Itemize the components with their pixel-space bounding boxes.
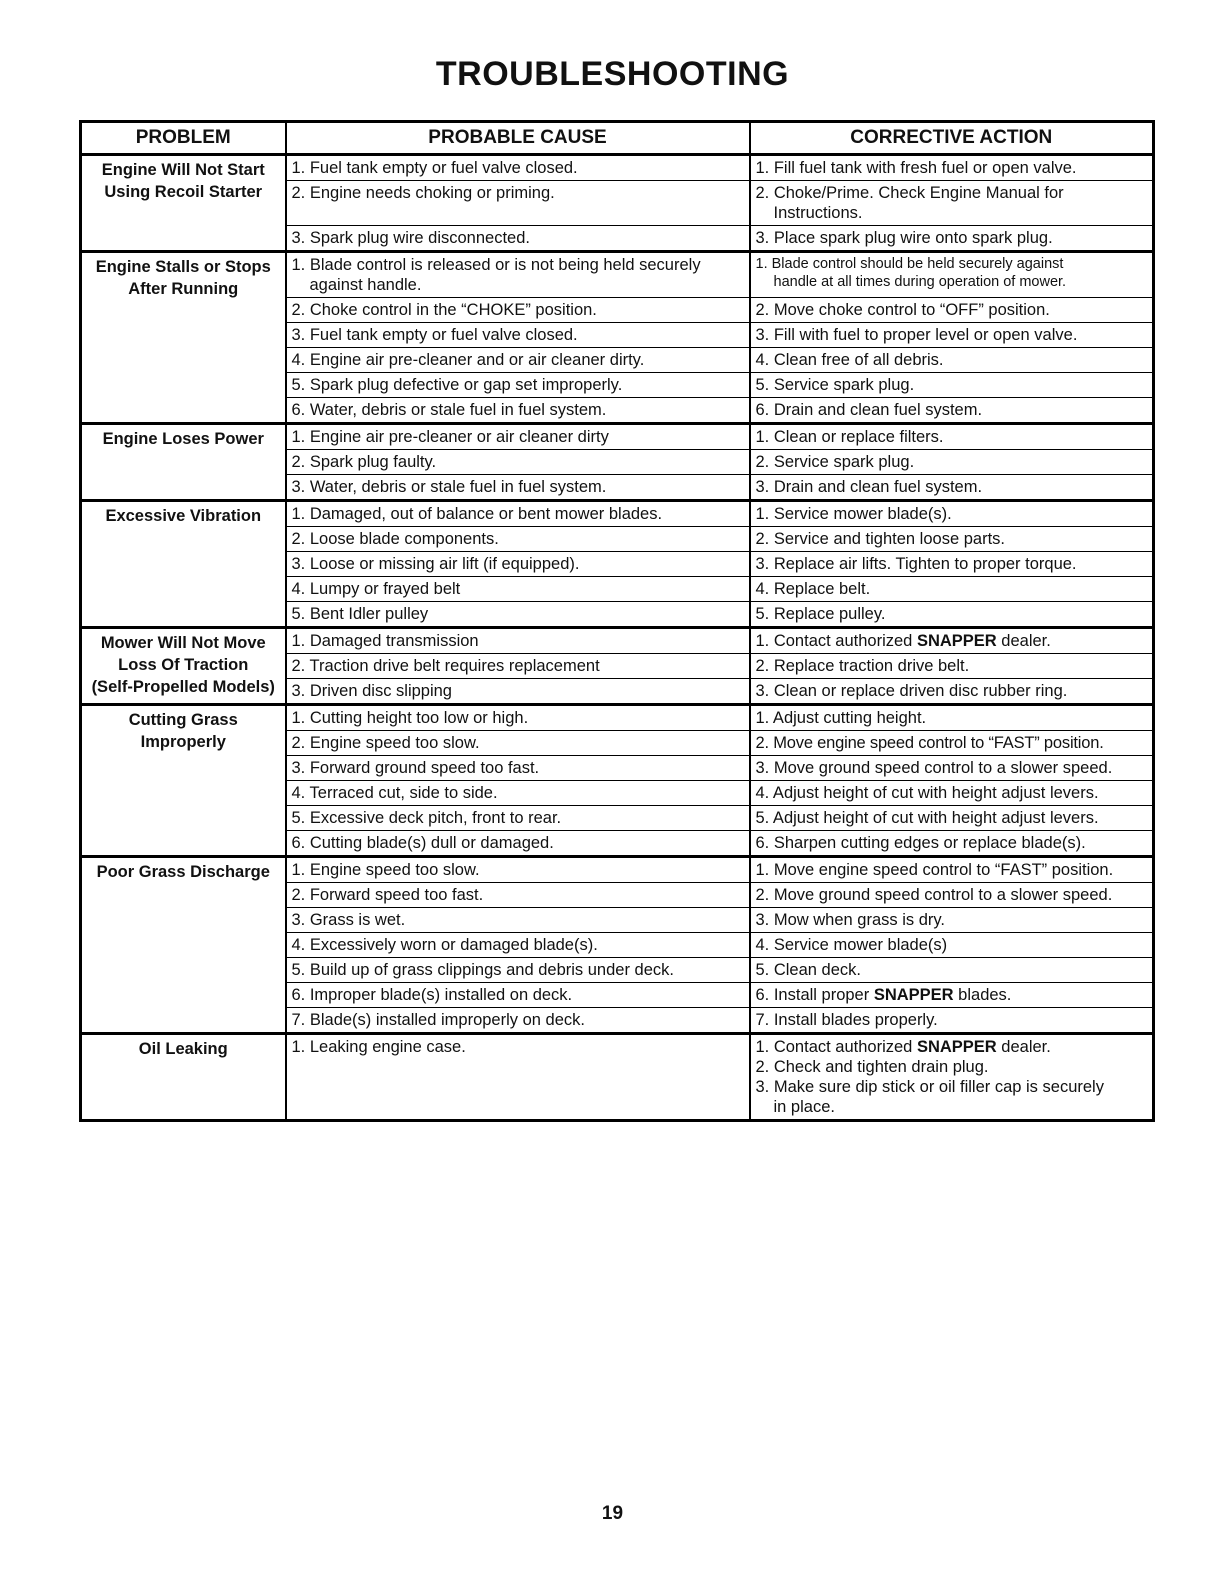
cause-cell — [286, 933, 750, 958]
problem-line: Loss Of Traction — [118, 656, 249, 674]
action-cell — [750, 181, 1154, 226]
action-cell — [750, 552, 1154, 577]
cause-cell — [286, 475, 750, 501]
cause-cell — [286, 756, 750, 781]
cause-text: 4. Excessively worn or damaged blade(s). — [291, 936, 598, 954]
action-cell — [750, 323, 1154, 348]
cause-cell — [286, 781, 750, 806]
cause-text: 1. Leaking engine case. — [291, 1038, 466, 1056]
action-text: 3. Make sure dip stick or oil filler cap is securely — [755, 1078, 1104, 1096]
action-line — [756, 1057, 1149, 1077]
problem-group — [81, 252, 1154, 424]
table-header — [81, 122, 1154, 155]
action-line — [756, 1077, 1149, 1117]
cause-cell — [286, 628, 750, 654]
action-cell — [750, 252, 1154, 298]
action-text: 5. Clean deck. — [755, 961, 861, 979]
problem-group — [81, 857, 1154, 1034]
action-text: 1. Service mower blade(s). — [755, 505, 952, 523]
action-text: 3. Mow when grass is dry. — [755, 911, 946, 929]
cause-text: 2. Traction drive belt requires replacement — [291, 657, 600, 675]
action-text-tail: dealer. — [996, 1038, 1051, 1056]
cause-text: 5. Excessive deck pitch, front to rear. — [291, 809, 562, 827]
action-cell — [750, 679, 1154, 705]
problem-cell — [81, 857, 286, 1034]
cause-text: 2. Forward speed too fast. — [291, 886, 484, 904]
cause-text: 1. Engine air pre-cleaner or air cleaner dirty — [291, 428, 609, 446]
action-text: 2. Move choke control to “OFF” position. — [755, 301, 1050, 319]
cause-cell — [286, 831, 750, 857]
cause-text: 3. Forward ground speed too fast. — [291, 759, 540, 777]
action-line — [756, 1037, 1149, 1057]
table-row — [81, 1034, 1154, 1121]
cause-cell — [286, 679, 750, 705]
action-text-tail: dealer. — [996, 632, 1051, 650]
action-text: 7. Install blades properly. — [755, 1011, 938, 1029]
cause-cell — [286, 705, 750, 731]
cause-cell — [286, 654, 750, 679]
action-text: 3. Clean or replace driven disc rubber ring. — [755, 682, 1068, 700]
problem-cell — [81, 424, 286, 501]
action-cell — [750, 983, 1154, 1008]
action-text: 2. Service and tighten loose parts. — [755, 530, 1005, 548]
action-cell — [750, 857, 1154, 883]
cause-cell — [286, 398, 750, 424]
action-text: 3. Replace air lifts. Tighten to proper torque. — [755, 555, 1077, 573]
action-cell — [750, 602, 1154, 628]
action-text: 6. Sharpen cutting edges or replace blade(s). — [755, 834, 1086, 852]
cause-cell — [286, 908, 750, 933]
action-text: 3. Move ground speed control to a slower speed. — [755, 759, 1113, 777]
problem-line: After Running — [128, 280, 239, 298]
action-cell — [750, 527, 1154, 552]
action-text: 5. Adjust height of cut with height adjust levers. — [755, 809, 1099, 827]
action-text: 2. Move engine speed control to “FAST” position. — [755, 734, 1104, 752]
action-cell — [750, 933, 1154, 958]
cause-cell — [286, 731, 750, 756]
action-text: 4. Adjust height of cut with height adjust levers. — [755, 784, 1099, 802]
cause-text: 2. Engine needs choking or priming. — [291, 184, 555, 202]
cause-cell — [286, 527, 750, 552]
action-text: 1. Clean or replace filters. — [755, 428, 944, 446]
action-text: 3. Place spark plug wire onto spark plug. — [755, 229, 1053, 247]
action-text: 2. Choke/Prime. Check Engine Manual for — [755, 184, 1064, 202]
action-continuation: in place. — [773, 1098, 835, 1116]
action-text: 6. Install proper — [755, 986, 874, 1004]
problem-group — [81, 155, 1154, 252]
problem-cell — [81, 155, 286, 252]
cause-cell — [286, 1034, 750, 1121]
action-text: 4. Replace belt. — [755, 580, 871, 598]
cause-text: 6. Improper blade(s) installed on deck. — [291, 986, 573, 1004]
action-text: 3. Drain and clean fuel system. — [755, 478, 983, 496]
table-row — [81, 705, 1154, 731]
cause-text: 1. Engine speed too slow. — [291, 861, 480, 879]
action-cell — [750, 628, 1154, 654]
action-text: 2. Service spark plug. — [755, 453, 915, 471]
cause-text: 3. Water, debris or stale fuel in fuel system. — [291, 478, 607, 496]
action-cell — [750, 806, 1154, 831]
action-text-tail: blades. — [953, 986, 1012, 1004]
action-cell — [750, 831, 1154, 857]
cause-text: 3. Grass is wet. — [291, 911, 406, 929]
table-row — [81, 501, 1154, 527]
header-corrective-action: CORRECTIVE ACTION — [750, 122, 1154, 155]
action-cell — [750, 731, 1154, 756]
problem-line: Engine Loses Power — [102, 430, 264, 448]
action-continuation: handle at all times during operation of mower. — [773, 274, 1067, 290]
cause-text: 4. Engine air pre-cleaner and or air cleaner dirty. — [291, 351, 645, 369]
cause-text: 3. Fuel tank empty or fuel valve closed. — [291, 326, 578, 344]
header-problem: PROBLEM — [81, 122, 286, 155]
problem-line: Using Recoil Starter — [104, 183, 263, 201]
problem-line: Improperly — [140, 733, 226, 751]
page-title: TROUBLESHOOTING — [435, 55, 790, 93]
problem-line: (Self-Propelled Models) — [91, 678, 275, 696]
cause-text: 2. Engine speed too slow. — [291, 734, 480, 752]
table-row — [81, 252, 1154, 298]
action-text: 1. Contact authorized — [755, 632, 917, 650]
action-cell — [750, 475, 1154, 501]
action-text: 1. Adjust cutting height. — [755, 709, 927, 727]
action-text: 6. Drain and clean fuel system. — [755, 401, 983, 419]
action-cell — [750, 654, 1154, 679]
action-cell — [750, 756, 1154, 781]
cause-cell — [286, 1008, 750, 1034]
cause-cell — [286, 577, 750, 602]
problem-line: Engine Will Not Start — [101, 161, 265, 179]
action-text: 5. Replace pulley. — [755, 605, 886, 623]
cause-text: 5. Spark plug defective or gap set improperly. — [291, 376, 623, 394]
cause-text: 2. Loose blade components. — [291, 530, 499, 548]
action-text: 3. Fill with fuel to proper level or open valve. — [755, 326, 1078, 344]
cause-cell — [286, 883, 750, 908]
action-cell — [750, 501, 1154, 527]
problem-cell — [81, 501, 286, 628]
cause-text: 1. Damaged, out of balance or bent mower blades. — [291, 505, 663, 523]
action-cell — [750, 298, 1154, 323]
table-row — [81, 857, 1154, 883]
action-text: 1. Contact authorized — [755, 1038, 917, 1056]
problem-group — [81, 1034, 1154, 1121]
cause-cell — [286, 252, 750, 298]
action-cell — [750, 1008, 1154, 1034]
action-cell — [750, 958, 1154, 983]
table-row — [81, 628, 1154, 654]
action-cell — [750, 908, 1154, 933]
cause-cell — [286, 373, 750, 398]
cause-text: 3. Spark plug wire disconnected. — [291, 229, 530, 247]
action-cell — [750, 705, 1154, 731]
cause-cell — [286, 181, 750, 226]
problem-line: Engine Stalls or Stops — [95, 258, 271, 276]
brand-name: SNAPPER — [916, 632, 997, 650]
action-text: 2. Move ground speed control to a slower speed. — [755, 886, 1113, 904]
action-cell — [750, 226, 1154, 252]
cause-cell — [286, 298, 750, 323]
problem-group — [81, 501, 1154, 628]
cause-text: 1. Cutting height too low or high. — [291, 709, 529, 727]
cause-cell — [286, 552, 750, 577]
cause-text: 5. Bent Idler pulley — [291, 605, 429, 623]
cause-cell — [286, 424, 750, 450]
action-continuation: Instructions. — [773, 204, 863, 222]
cause-cell — [286, 857, 750, 883]
cause-text: 6. Water, debris or stale fuel in fuel system. — [291, 401, 607, 419]
problem-line: Mower Will Not Move — [100, 634, 266, 652]
cause-text: 4. Terraced cut, side to side. — [291, 784, 498, 802]
action-cell — [750, 155, 1154, 181]
page-number: 19 — [601, 1503, 624, 1524]
cause-text: 4. Lumpy or frayed belt — [291, 580, 461, 598]
problem-cell — [81, 252, 286, 424]
problem-line: Cutting Grass — [128, 711, 238, 729]
cause-cell — [286, 501, 750, 527]
cause-cell — [286, 983, 750, 1008]
problem-group — [81, 705, 1154, 857]
problem-cell — [81, 628, 286, 705]
action-text: 1. Blade control should be held securely against — [755, 256, 1064, 272]
cause-text: 3. Driven disc slipping — [291, 682, 452, 700]
problem-cell — [81, 705, 286, 857]
brand-name: SNAPPER — [916, 1038, 997, 1056]
troubleshooting-table — [79, 120, 1155, 1122]
cause-text: 2. Spark plug faulty. — [291, 453, 437, 471]
action-cell — [750, 577, 1154, 602]
cause-cell — [286, 348, 750, 373]
cause-text: 3. Loose or missing air lift (if equipped). — [291, 555, 580, 573]
cause-continuation: against handle. — [309, 276, 422, 294]
cause-cell — [286, 958, 750, 983]
cause-text: 1. Damaged transmission — [291, 632, 479, 650]
action-cell — [750, 373, 1154, 398]
cause-cell — [286, 602, 750, 628]
action-text: 1. Move engine speed control to “FAST” position. — [755, 861, 1114, 879]
cause-cell — [286, 155, 750, 181]
action-text: 2. Replace traction drive belt. — [755, 657, 970, 675]
cause-cell — [286, 450, 750, 475]
brand-name: SNAPPER — [873, 986, 954, 1004]
action-cell — [750, 781, 1154, 806]
action-text: 5. Service spark plug. — [755, 376, 915, 394]
problem-group — [81, 424, 1154, 501]
action-cell — [750, 450, 1154, 475]
action-cell — [750, 1034, 1154, 1121]
action-cell — [750, 883, 1154, 908]
problem-line: Poor Grass Discharge — [96, 863, 270, 881]
cause-text: 2. Choke control in the “CHOKE” position. — [291, 301, 597, 319]
problem-line: Oil Leaking — [138, 1040, 228, 1058]
action-text: 4. Service mower blade(s) — [755, 936, 948, 954]
problem-cell — [81, 1034, 286, 1121]
cause-text: 5. Build up of grass clippings and debris under deck. — [291, 961, 674, 979]
action-text: 2. Check and tighten drain plug. — [755, 1058, 989, 1076]
cause-cell — [286, 226, 750, 252]
cause-cell — [286, 806, 750, 831]
cause-text: 6. Cutting blade(s) dull or damaged. — [291, 834, 554, 852]
cause-text: 1. Fuel tank empty or fuel valve closed. — [291, 159, 578, 177]
problem-line: Excessive Vibration — [105, 507, 262, 525]
header-probable-cause: PROBABLE CAUSE — [286, 122, 750, 155]
cause-cell — [286, 323, 750, 348]
action-cell — [750, 398, 1154, 424]
action-cell — [750, 424, 1154, 450]
action-text: 1. Fill fuel tank with fresh fuel or open valve. — [755, 159, 1077, 177]
problem-group — [81, 628, 1154, 705]
table-row — [81, 424, 1154, 450]
action-text: 4. Clean free of all debris. — [755, 351, 944, 369]
table-row — [81, 155, 1154, 181]
cause-text: 7. Blade(s) installed improperly on deck. — [291, 1011, 585, 1029]
action-cell — [750, 348, 1154, 373]
cause-text: 1. Blade control is released or is not being held securely — [291, 256, 701, 274]
